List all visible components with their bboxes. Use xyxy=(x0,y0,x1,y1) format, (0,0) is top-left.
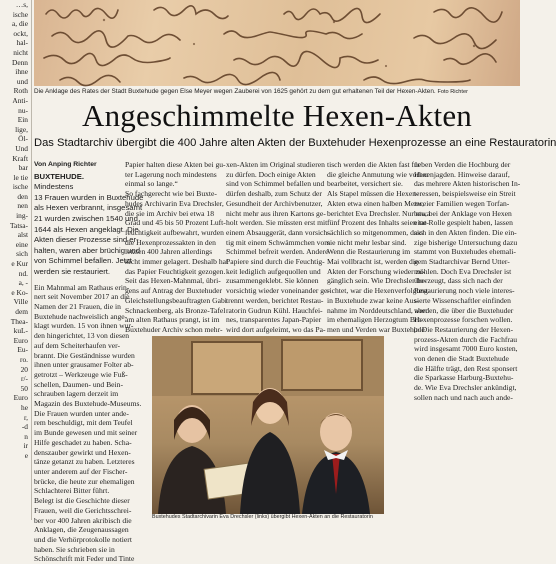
lead-text-line: von Schimmel befallen. Jetzt xyxy=(34,256,132,266)
margin-text-line: Euro xyxy=(13,393,28,403)
margin-text-line: den xyxy=(17,191,28,201)
body-text-line: Akten etwa einen halben Meter, xyxy=(327,198,424,208)
body-text-line: Gleichstellungsbeauftragten Gabi xyxy=(125,295,227,305)
margin-text-line: ihne xyxy=(15,67,28,77)
margin-text-line: Thea- xyxy=(10,316,28,326)
body-text-line: das Papier Feuchtigkeit gezogen. xyxy=(125,266,226,276)
body-text-line: rem beschuldigt, mit dem Teufel xyxy=(34,418,133,428)
body-text-line: die sie im Archiv bei etwa 18 xyxy=(125,208,214,218)
body-text-line: vorsichtig wieder voneinander ge- xyxy=(226,286,330,296)
body-text-line: von denen die Stadt Buxtehude xyxy=(414,354,509,364)
body-text-line: de. Wie Eva Drechsler ankündigt, xyxy=(414,383,517,393)
article-column-2 xyxy=(125,160,229,338)
body-text xyxy=(34,282,142,564)
body-text-line: sie nicht mehr lesbar sind. xyxy=(327,237,407,247)
headline: Angeschimmelte Hexen-Akten xyxy=(82,98,472,133)
body-text-line: ratorin Gudrun Kühl. Hauchfei- xyxy=(226,305,323,315)
lead-text-line: werden sie restauriert. xyxy=(34,267,111,277)
body-text-line: sierte Wissenschaftler einfinden xyxy=(414,295,511,305)
body-text-line: Hexenprozesse forschen wollen. xyxy=(414,315,513,325)
margin-text-line: und xyxy=(16,76,28,86)
article-column-3 xyxy=(226,160,331,338)
lead-text-line: Akten dieser Prozesse sind er- xyxy=(34,235,139,245)
margin-text-line: lige, xyxy=(15,124,28,134)
body-text-line: Frauen, weil die Gerichtsschrei- xyxy=(34,505,132,515)
body-text-line: Grad und 45 bis 50 Prozent Luft- xyxy=(125,218,226,228)
body-text-line: gem Stadtarchivar Bernd Utter- xyxy=(414,257,510,267)
body-text-line: gänglich sein. Wie Drechsler be- xyxy=(327,276,427,286)
body-text-line: berichtet Eva Drechsler. Nur etwa xyxy=(327,208,431,218)
body-text-line: dürfen deshalb, zum Schutz der xyxy=(226,189,322,199)
body-text-line: holt werden. Sie müssten erst mit xyxy=(226,218,328,228)
margin-text-line: …s, xyxy=(15,0,28,9)
photo-caption xyxy=(34,88,520,96)
lead-text-line: 13 Frauen wurden in Buxtehude xyxy=(34,192,144,202)
body-text-line: neben Verden die Hochburg der xyxy=(414,160,511,169)
body-text-line: den hingerichtet, 13 von diesen xyxy=(34,331,130,341)
margin-text-line: ische xyxy=(12,9,28,19)
body-text-line: teressen, beispielsweise ein Streit xyxy=(414,189,516,199)
margin-text-line: alst xyxy=(17,230,28,240)
body-text-line: xen-Akten im Original studieren xyxy=(226,160,325,169)
body-text-line: men und Verden war Buxtehude xyxy=(327,324,425,334)
body-text-line: sächlich so mitgenommen, dass xyxy=(327,227,424,237)
margin-text-line: -d xyxy=(21,422,28,432)
body-text-line: ▷ Die Restaurierung der Hexen- xyxy=(414,324,514,334)
body-text-line: Als Stapel müssen die Hexen- xyxy=(327,189,419,199)
lead-text-line: halten, waren aber brüchig und xyxy=(34,245,140,255)
body-text-line: auf dem Scheiterhaufen ver- xyxy=(34,340,121,350)
lead-text xyxy=(34,182,144,277)
body-text-line: hudes Archivarin Eva Drechsler, xyxy=(125,198,224,208)
body-text-line: Schlachterei Bitter führt. xyxy=(34,486,110,496)
body-text-line: ber vor 400 Jahren akribisch die xyxy=(34,515,132,525)
column-rule xyxy=(31,0,32,520)
body-text-line: die Sparkasse Harburg-Buxtehu- xyxy=(414,373,514,383)
margin-text-line: Kraft xyxy=(12,153,28,163)
margin-text-line: sich xyxy=(16,249,28,259)
body-text-line: das mehrere Akten historischen In- xyxy=(414,179,521,189)
margin-text-line: nu- xyxy=(18,105,28,115)
lead-text-line: Mindestens xyxy=(34,182,74,192)
body-text-line: zige bisherige Untersuchung dazu xyxy=(414,237,518,247)
margin-text-line: ir xyxy=(23,441,28,451)
margin-text-line: nicht xyxy=(13,47,28,57)
body-text-line: wird insgesamt 7000 Euro kosten, xyxy=(414,344,518,354)
restoration-photo xyxy=(152,336,384,514)
margin-text-line: he xyxy=(21,402,28,412)
margin-text-line: e Ko- xyxy=(11,287,28,297)
body-text-line: Wenn die Restaurierung im xyxy=(327,247,411,257)
body-text-line: sich in den Akten finden. Die ein- xyxy=(414,227,517,237)
body-text-line: Schimmel befreit werden. Andere xyxy=(226,247,329,257)
previous-article-tail xyxy=(0,0,30,520)
body-text-line: ihnen unter grausamer Folter ab- xyxy=(34,360,134,370)
body-text-line: haben. Sie schrieben sie in xyxy=(34,544,115,554)
body-text-line: im Bunde gewesen und mit seiner xyxy=(34,428,138,438)
margin-text-line: ockt, xyxy=(13,28,28,38)
body-text-line: bau, bei der Anklage von Hexen xyxy=(414,208,512,218)
body-text-line: einem Absauggerät, dann vorsich- xyxy=(226,227,330,237)
body-text-line: möhlen. Doch Eva Drechsler ist xyxy=(414,266,512,276)
body-text-line: die Hexenprozessakten in den xyxy=(125,237,216,247)
body-text-line: nert seit November 2017 an die xyxy=(34,292,130,302)
body-text-line: Restaurierung noch viele interes- xyxy=(414,286,515,296)
body-text-line: in Buxtehude zwar keine Aus- xyxy=(327,295,419,305)
body-text-line: Schnackenberg, als Bronze-Tafel xyxy=(125,305,226,315)
margin-text-line: nen xyxy=(17,201,28,211)
margin-text-line: Eu- xyxy=(17,345,28,355)
article-column-5 xyxy=(414,160,521,520)
lead-text-line: als Hexen verbrannt, insgesamt xyxy=(34,203,143,213)
photo-caption-bottom: Buxtehudes Stadtarchivarin Eva Drechsler (links) übergibt Hexen-Akten an die Restauratorin xyxy=(152,514,373,520)
caption-text: Die Anklage des Rates der Stadt Buxtehude gegen Else Meyer wegen Zauberei von 1625 gehört zu dem gut erhaltenen Teil der Hexen-Akten. xyxy=(34,88,436,95)
body-text-line: Hexenjagden. Hinweise darauf, xyxy=(414,169,510,179)
body-text-line: zu dürfen. Doch einige Akten xyxy=(226,169,316,179)
body-text-line: trennt werden, berichtet Restau- xyxy=(226,295,324,305)
margin-text-line: 50 xyxy=(20,383,28,393)
body-text-line: Mai vollbracht ist, werden die xyxy=(327,257,419,267)
margin-text-line: e xyxy=(24,450,28,460)
body-text-line: ter Lagerung noch mindestens xyxy=(125,169,217,179)
body-text-line: nes, transparentes Japan-Papier xyxy=(226,315,322,325)
body-text-line: So fachgerecht wie bei Buxte- xyxy=(125,189,217,199)
body-text-line: die Hälfte trägt, den Rest sponsert xyxy=(414,363,518,373)
body-text-line: fünf Prozent des Inhalts seien tat- xyxy=(327,218,429,228)
margin-text-line: hal- xyxy=(16,38,28,48)
body-text-line: nicht immer gelagert. Deshalb hat xyxy=(125,257,229,267)
dateline: BUXTEHUDE. xyxy=(34,171,84,181)
photo-credit: Foto Richter xyxy=(437,89,468,95)
margin-text-line: e Kur xyxy=(11,259,28,269)
margin-text-line: Roth xyxy=(13,86,28,96)
manuscript-photo xyxy=(34,0,520,86)
body-text-line: Ein Mahnmal am Rathaus erin- xyxy=(34,282,130,292)
body-text-line: zweier Familien wegen Torfan- xyxy=(414,198,510,208)
body-text-line: Papiere sind durch die Feuchtig- xyxy=(226,257,325,267)
margin-text-line: eine xyxy=(15,239,28,249)
body-text-line: prozess-Akten durch die Fachfrau xyxy=(414,334,518,344)
body-text-line: wird dort aufgeleimt, wo das Pa- xyxy=(226,324,326,334)
body-text-line: eine Rolle gespielt haben, lassen xyxy=(414,218,513,228)
body-text-line: sollen nach und nach auch ande- xyxy=(414,392,513,402)
body-text-line: sind von Schimmel befallen und xyxy=(226,179,325,189)
body-text-line: richtet, war die Hexenverfolgung xyxy=(327,286,428,296)
byline: Von Anping Richter xyxy=(34,161,97,168)
body-text-line: und die Verhörprotokolle notiert xyxy=(34,534,132,544)
margin-text-line: Euro xyxy=(13,335,28,345)
margin-text-line: n xyxy=(24,431,28,441)
body-text-line: überzeugt, dass sich nach der xyxy=(414,276,503,286)
body-text-line: brannt. Die Geständnisse wurden xyxy=(34,350,135,360)
body-text-line: Gesundheit der Archivbenutzer, xyxy=(226,198,323,208)
body-text-line: Seit das Hexen-Mahnmal, übri- xyxy=(125,276,221,286)
body-text-line: im ehemaligen Herzogtum Bre- xyxy=(327,315,424,325)
margin-text-line: Tatsa- xyxy=(10,220,28,230)
margin-text-line: dem xyxy=(15,307,28,316)
body-text-line: feuchtigkeit aufbewahrt, wurden xyxy=(125,227,224,237)
margin-text-line: a, - xyxy=(18,278,28,288)
body-text-line: klagt wurden. 15 von ihnen wur- xyxy=(34,321,134,331)
margin-text-line: Anti- xyxy=(12,95,28,105)
body-text-line: schrauben lagern derzeit im xyxy=(34,389,119,399)
margin-text-line: bar xyxy=(18,163,28,173)
lead-text-line: 21 wurden zwischen 1540 und xyxy=(34,214,138,224)
body-text-line: unter anderem auf der Fischer- xyxy=(34,467,128,476)
subheadline: Das Stadtarchiv übergibt die 400 Jahre alten Akten der Buxtehuder Hexenprozesse an eine Restauratorin xyxy=(34,137,556,149)
body-text-line: bearbeitet, versichert sie. xyxy=(327,179,403,189)
margin-text-line: ing- xyxy=(16,211,28,221)
lead-paragraph xyxy=(34,171,144,278)
margin-text-line: 20 xyxy=(20,364,28,374)
body-text-line: gens auf Antrag der Buxtehuder xyxy=(125,286,223,296)
margin-text-line: le tie xyxy=(13,172,28,182)
body-text-line: Buxtehude nachweislich ange- xyxy=(34,311,128,321)
body-text-line: tänze getanzt zu haben. Letzteres xyxy=(34,457,135,467)
margin-text-line: Denn xyxy=(11,57,28,67)
body-text-line: Namen der 21 Frauen, die in xyxy=(34,302,121,312)
body-text-line: brücke, die heute zur ehemaligen xyxy=(34,476,135,486)
body-text-line: getrotzt – Werkzeuge wie Fuß- xyxy=(34,369,128,379)
body-text-line: nahme im Norddeutschland, aber xyxy=(327,305,428,315)
body-text-line: Anklagen, die Zeugenaussagen xyxy=(34,525,129,535)
body-text-line: werden, die über die Buxtehuder xyxy=(414,305,514,315)
margin-text-line: r/- xyxy=(21,374,28,384)
margin-text-line: Öl- xyxy=(18,134,28,144)
body-text-line: zusammengeklebt. Sie können xyxy=(226,276,319,286)
body-text-line: denszauber gewirkt und Hexen- xyxy=(34,447,131,457)
body-text-line: stammt von Buxtehudes ehemali- xyxy=(414,247,516,257)
margin-text-line: Ein xyxy=(17,115,28,125)
body-text-line: am alten Rathaus prangt, ist im xyxy=(125,315,220,325)
body-text-line: Belegt ist die Geschichte dieser xyxy=(34,496,130,506)
body-text-line: Schönschrift mit Feder und Tinte xyxy=(34,554,135,564)
body-text-line: schellen, Daumen- und Bein- xyxy=(34,379,123,389)
body-text-line: Hilfe geschadet zu haben. Scha- xyxy=(34,437,132,447)
margin-text-line: r, xyxy=(23,412,28,422)
body-text-line: Akten der Forschung wieder zu- xyxy=(327,266,426,276)
body-text-line: nicht mehr aus ihren Kartons ge- xyxy=(226,208,326,218)
body-text-line: Papier halten diese Akten bei gu- xyxy=(125,160,226,169)
margin-text-line: nd. xyxy=(18,268,28,278)
margin-text-line: Und xyxy=(15,143,28,153)
article-column-4 xyxy=(327,160,431,338)
body-text-line: letzten 400 Jahren allerdings xyxy=(125,247,213,257)
margin-text-line: Ville xyxy=(13,297,28,307)
margin-text-line: a, die xyxy=(11,19,28,29)
body-text-line: Magazin des Buxtehude-Museums. xyxy=(34,399,142,409)
margin-text-line: ische xyxy=(12,182,28,192)
body-text-line: einmal so lange.“ xyxy=(125,179,178,189)
body-text-line: Buxtehuder Archiv schon mehr- xyxy=(125,324,223,334)
body-text-line: tig mit einem Schwämmchen vom xyxy=(226,237,331,247)
body-text-line: keit lediglich aufgequollen und xyxy=(226,266,321,276)
body-text-line: Die Frauen wurden unter ande- xyxy=(34,408,129,418)
margin-text-line: kuL- xyxy=(13,326,28,336)
lead-text-line: 1644 als Hexen angeklagt. Die xyxy=(34,224,139,234)
body-text-line: die gleiche Anmutung wie vorher xyxy=(327,169,429,179)
article-column-1 xyxy=(34,160,144,564)
body-text-line: tisch werden die Akten fast für xyxy=(327,160,421,169)
margin-text-line: ro. xyxy=(19,354,28,364)
